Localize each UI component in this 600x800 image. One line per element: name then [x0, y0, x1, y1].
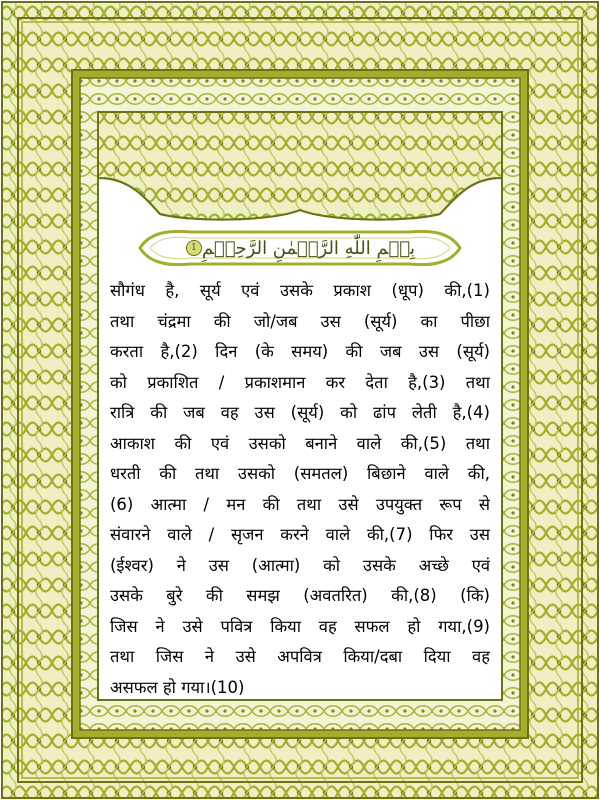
text-line: (6) आत्मा / मन की तथा उसे उपयुक्त रूप से [110, 494, 490, 514]
text-line: रात्रि की जब वह उस (सूर्य) को ढांप लेती है,(4) [110, 403, 490, 422]
translation-text [110, 276, 490, 716]
text-line: असफल हो गया।(10) [110, 677, 245, 697]
text-line: उसके बुरे की समझ (अवतरित) की,(8) (कि) [110, 586, 490, 605]
text-line: को प्रकाशित / प्रकाशमान कर देता है,(3) तथा [110, 372, 490, 392]
text-line: तथा चंद्रमा की जो/जब उस (सूर्य) का पीछा [110, 311, 490, 331]
bismillah-heading [145, 232, 450, 264]
text-line: जिस ने उसे पवित्र किया वह सफल हो गया,(9) [110, 616, 490, 636]
ayah-number-mark: 1 [186, 240, 202, 256]
text-line: धरती की तथा उसको (समतल) बिछाने वाले की, [110, 464, 490, 483]
text-line: संवारने वाले / सृजन करने वाले की,(7) फिर उस [110, 525, 490, 544]
text-line: करता है,(2) दिन (के समय) की जब उस (सूर्य) [110, 342, 490, 361]
text-line: तथा जिस ने उसे अपवित्र किया/दबा दिया वह [110, 647, 490, 666]
arch-ornament [98, 112, 502, 220]
text-line: (ईश्वर) ने उस (आत्मा) को उसके अच्छे एवं [110, 555, 490, 575]
text-line: आकाश की एवं उसको बनाने वाले की,(5) तथा [110, 433, 490, 453]
bismillah-text: بِسۡمِ اللّٰهِ الرَّحۡمٰنِ الرَّحِيۡمِ [201, 237, 416, 259]
text-line: सौगंध है, सूर्य एवं उसके प्रकाश (धूप) की,(1) [110, 281, 490, 300]
